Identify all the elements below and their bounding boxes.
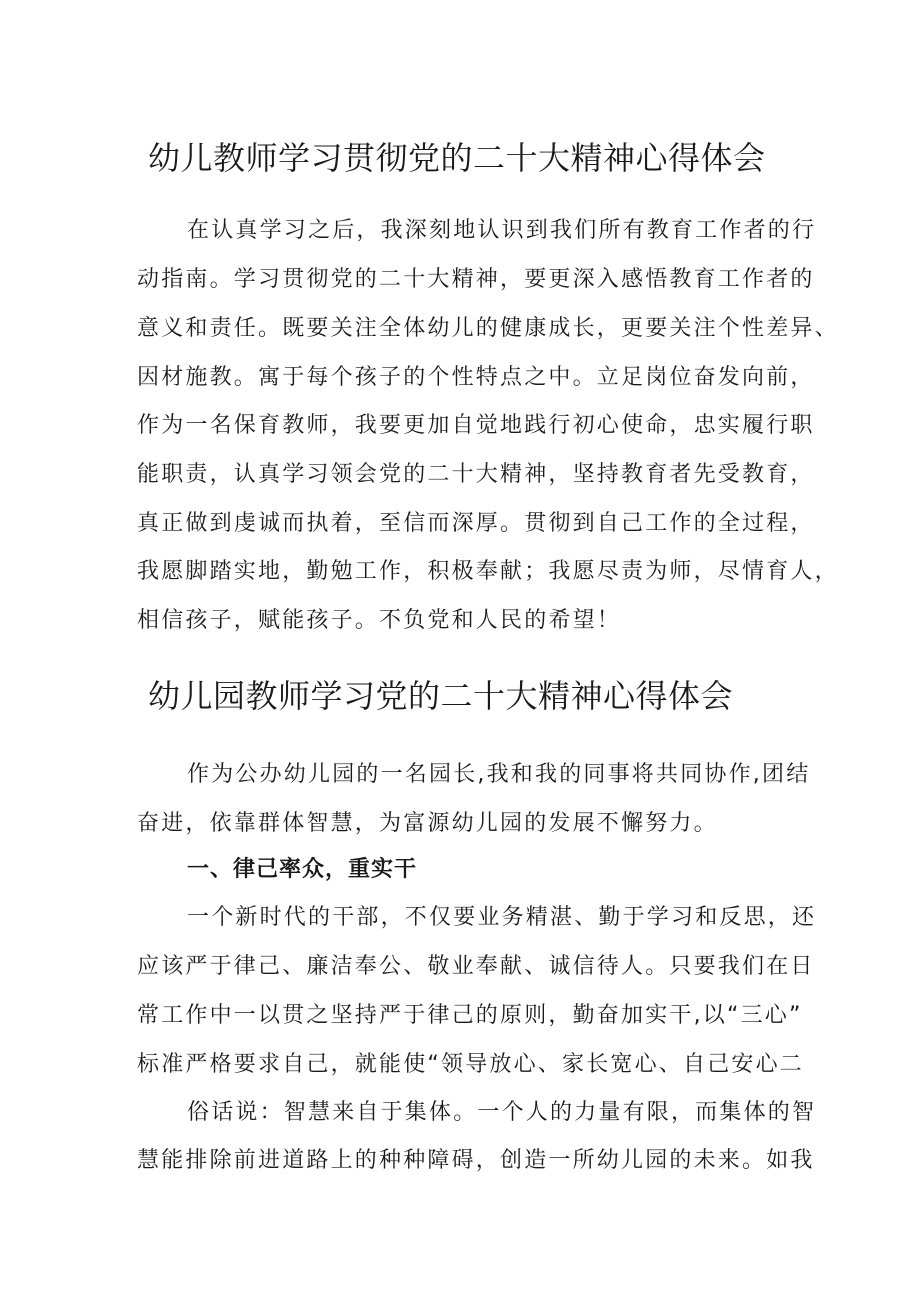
article2-paragraph-line: 俗话说：智慧来自于集体。一个人的力量有限，而集体的智 (187, 1100, 817, 1125)
article2-section-line: 应该严于律己、廉洁奉公、敬业奉献、诚信待人。只要我们在日 (137, 954, 815, 979)
article1-line: 作为一名保育教师，我要更加自觉地践行初心使命，忠实履行职 (137, 413, 815, 438)
section-heading: 一、律己率众，重实干 (187, 857, 418, 882)
article2-intro-line: 作为公办幼儿园的一名园长,我和我的同事将共同协作,团结 (187, 762, 811, 787)
article2-section-line: 常工作中一以贯之坚持严于律己的原则，勤奋加实干,以“三心” (137, 1003, 803, 1028)
article1-line: 动指南。学习贯彻党的二十大精神，要更深入感悟教育工作者的 (137, 267, 815, 292)
article1-title: 幼儿教师学习贯彻党的二十大精神心得体会 (148, 139, 766, 177)
article2-intro-line: 奋进，依靠群体智慧，为富源幼儿园的发展不懈努力。 (137, 811, 718, 836)
article1-line: 真正做到虔诚而执着，至信而深厚。贯彻到自己工作的全过程， (137, 511, 815, 536)
article2-paragraph-line: 慧能排除前进道路上的种种障碍，创造一所幼儿园的未来。如我 (137, 1148, 815, 1173)
article1-line: 我愿脚踏实地，勤勉工作，积极奉献；我愿尽责为师，尽情育人， (137, 559, 839, 584)
article2-section-line: 标准严格要求自己，就能使“领导放心、家长宽心、自己安心二 (137, 1052, 804, 1077)
article1-line: 在认真学习之后，我深刻地认识到我们所有教育工作者的行 (187, 218, 817, 243)
article1-line: 因材施教。寓于每个孩子的个性特点之中。立足岗位奋发向前， (137, 365, 815, 390)
article2-title: 幼儿园教师学习党的二十大精神心得体会 (148, 677, 734, 715)
article2-section-line: 一个新时代的干部，不仅要业务精湛、勤于学习和反思，还 (187, 905, 817, 930)
article1-line: 能职责，认真学习领会党的二十大精神，坚持教育者先受教育， (137, 462, 815, 487)
article1-line: 相信孩子，赋能孩子。不负党和人民的希望！ (137, 608, 622, 633)
article1-line: 意义和责任。既要关注全体幼儿的健康成长，更要关注个性差异、 (137, 316, 839, 341)
